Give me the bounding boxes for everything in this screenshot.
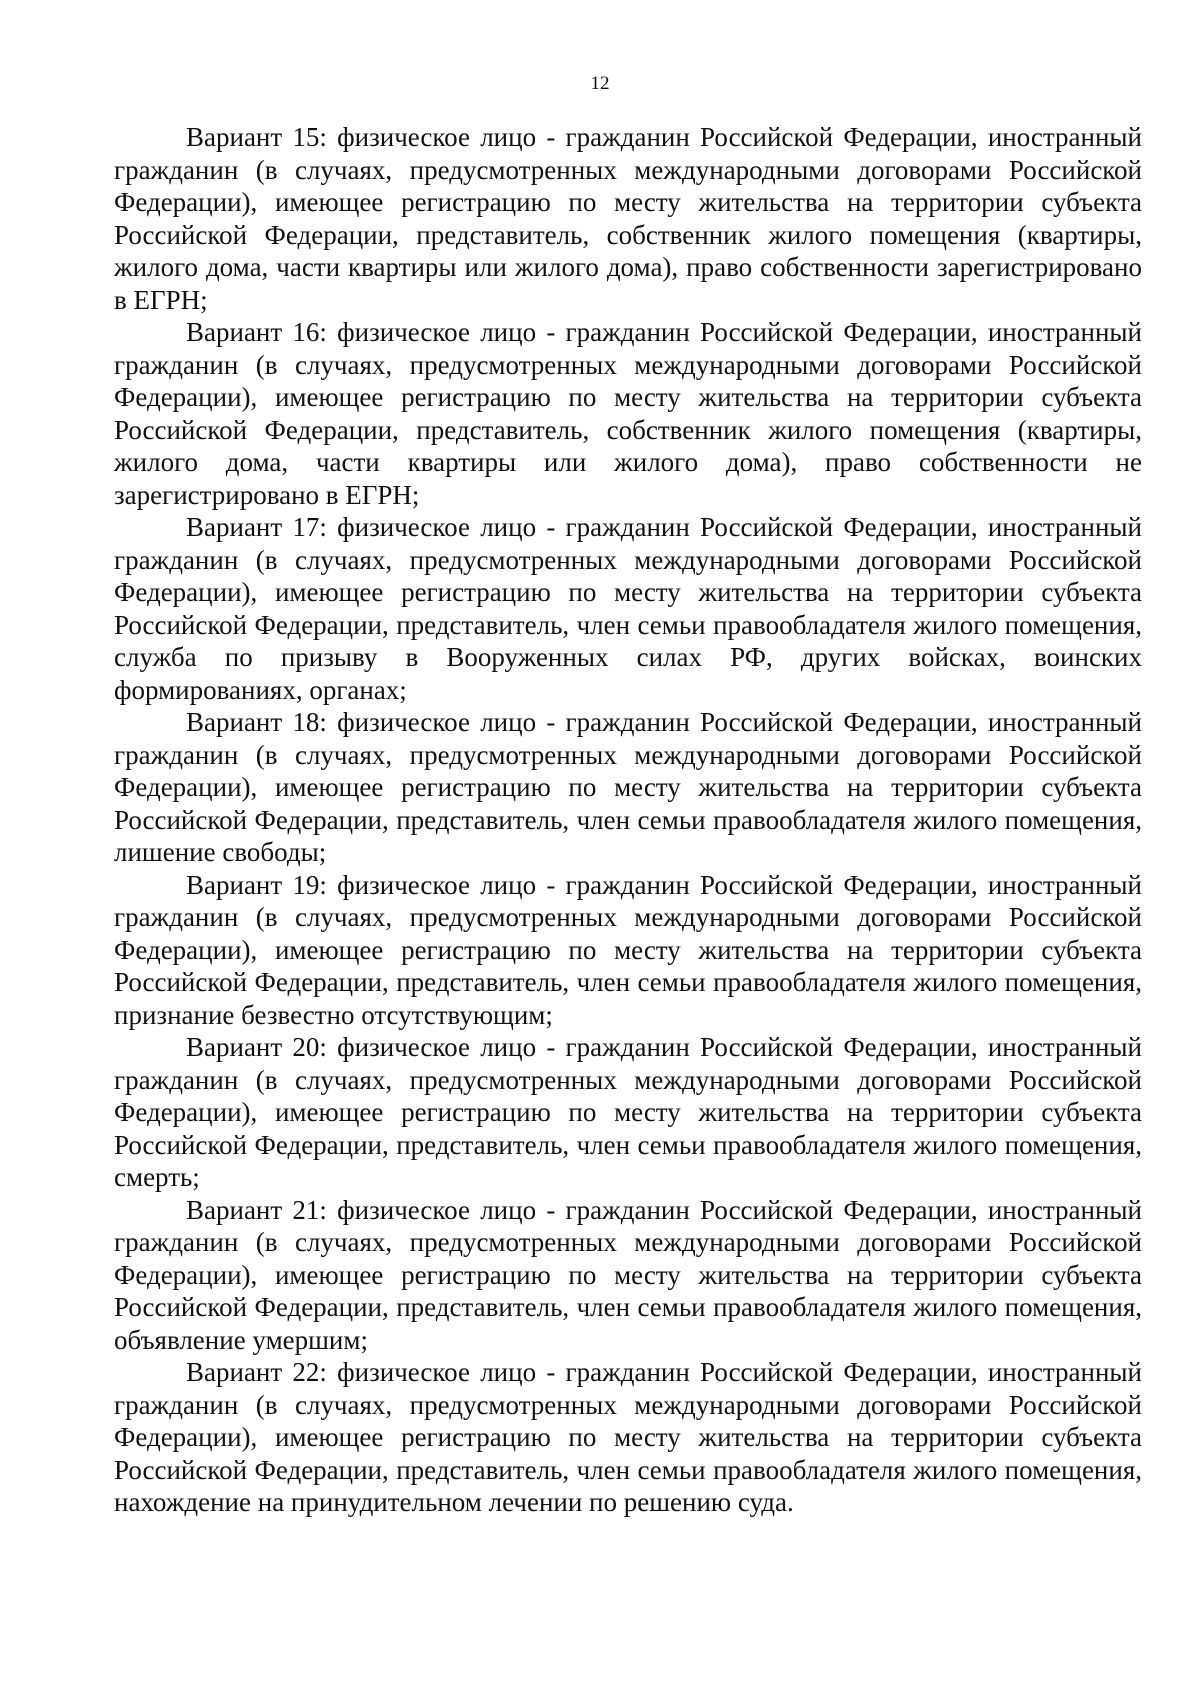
paragraph-variant-18: Вариант 18: физическое лицо - гражданин Российской Федерации, иностранный гражданин (в случаях, предусмотренных международными договорами Российской Федерации), имеющее регистрацию по месту жительства на территории субъекта Российской Федерации, представитель, член семьи правообладателя жилого помещения, лишение свободы; — [114, 707, 1142, 867]
document-body — [114, 121, 1142, 1519]
paragraph-variant-16: Вариант 16: физическое лицо - гражданин Российской Федерации, иностранный гражданин (в случаях, предусмотренных международными договорами Российской Федерации), имеющее регистрацию по месту жительства на территории субъекта Российской Федерации, представитель, собственник жилого помещения (квартиры, жилого дома, части квартиры или жилого дома), право собственности не зарегистрировано в ЕГРН; — [114, 317, 1142, 510]
paragraph-variant-17: Вариант 17: физическое лицо - гражданин Российской Федерации, иностранный гражданин (в случаях, предусмотренных международными договорами Российской Федерации), имеющее регистрацию по месту жительства на территории субъекта Российской Федерации, представитель, член семьи правообладателя жилого помещения, служба по призыву в Вооруженных силах РФ, других войсках, воинских формированиях, органах; — [114, 512, 1142, 705]
paragraph-variant-15: Вариант 15: физическое лицо - гражданин Российской Федерации, иностранный гражданин (в случаях, предусмотренных международными договорами Российской Федерации), имеющее регистрацию по месту жительства на территории субъекта Российской Федерации, представитель, собственник жилого помещения (квартиры, жилого дома, части квартиры или жилого дома), право собственности зарегистрировано в ЕГРН; — [114, 122, 1142, 315]
paragraph-variant-19: Вариант 19: физическое лицо - гражданин Российской Федерации, иностранный гражданин (в случаях, предусмотренных международными договорами Российской Федерации), имеющее регистрацию по месту жительства на территории субъекта Российской Федерации, представитель, член семьи правообладателя жилого помещения, признание безвестно отсутствующим; — [114, 869, 1142, 1030]
page-number: 12 — [590, 73, 610, 94]
paragraph-variant-22: Вариант 22: физическое лицо - гражданин Российской Федерации, иностранный гражданин (в случаях, предусмотренных международными договорами Российской Федерации), имеющее регистрацию по месту жительства на территории субъекта Российской Федерации, представитель, член семьи правообладателя жилого помещения, нахождение на принудительном лечении по решению суда. — [114, 1357, 1142, 1517]
paragraph-variant-21: Вариант 21: физическое лицо - гражданин Российской Федерации, иностранный гражданин (в случаях, предусмотренных международными договорами Российской Федерации), имеющее регистрацию по месту жительства на территории субъекта Российской Федерации, представитель, член семьи правообладателя жилого помещения, объявление умершим; — [114, 1194, 1142, 1355]
paragraph-variant-20: Вариант 20: физическое лицо - гражданин Российской Федерации, иностранный гражданин (в случаях, предусмотренных международными договорами Российской Федерации), имеющее регистрацию по месту жительства на территории субъекта Российской Федерации, представитель, член семьи правообладателя жилого помещения, смерть; — [114, 1032, 1142, 1192]
